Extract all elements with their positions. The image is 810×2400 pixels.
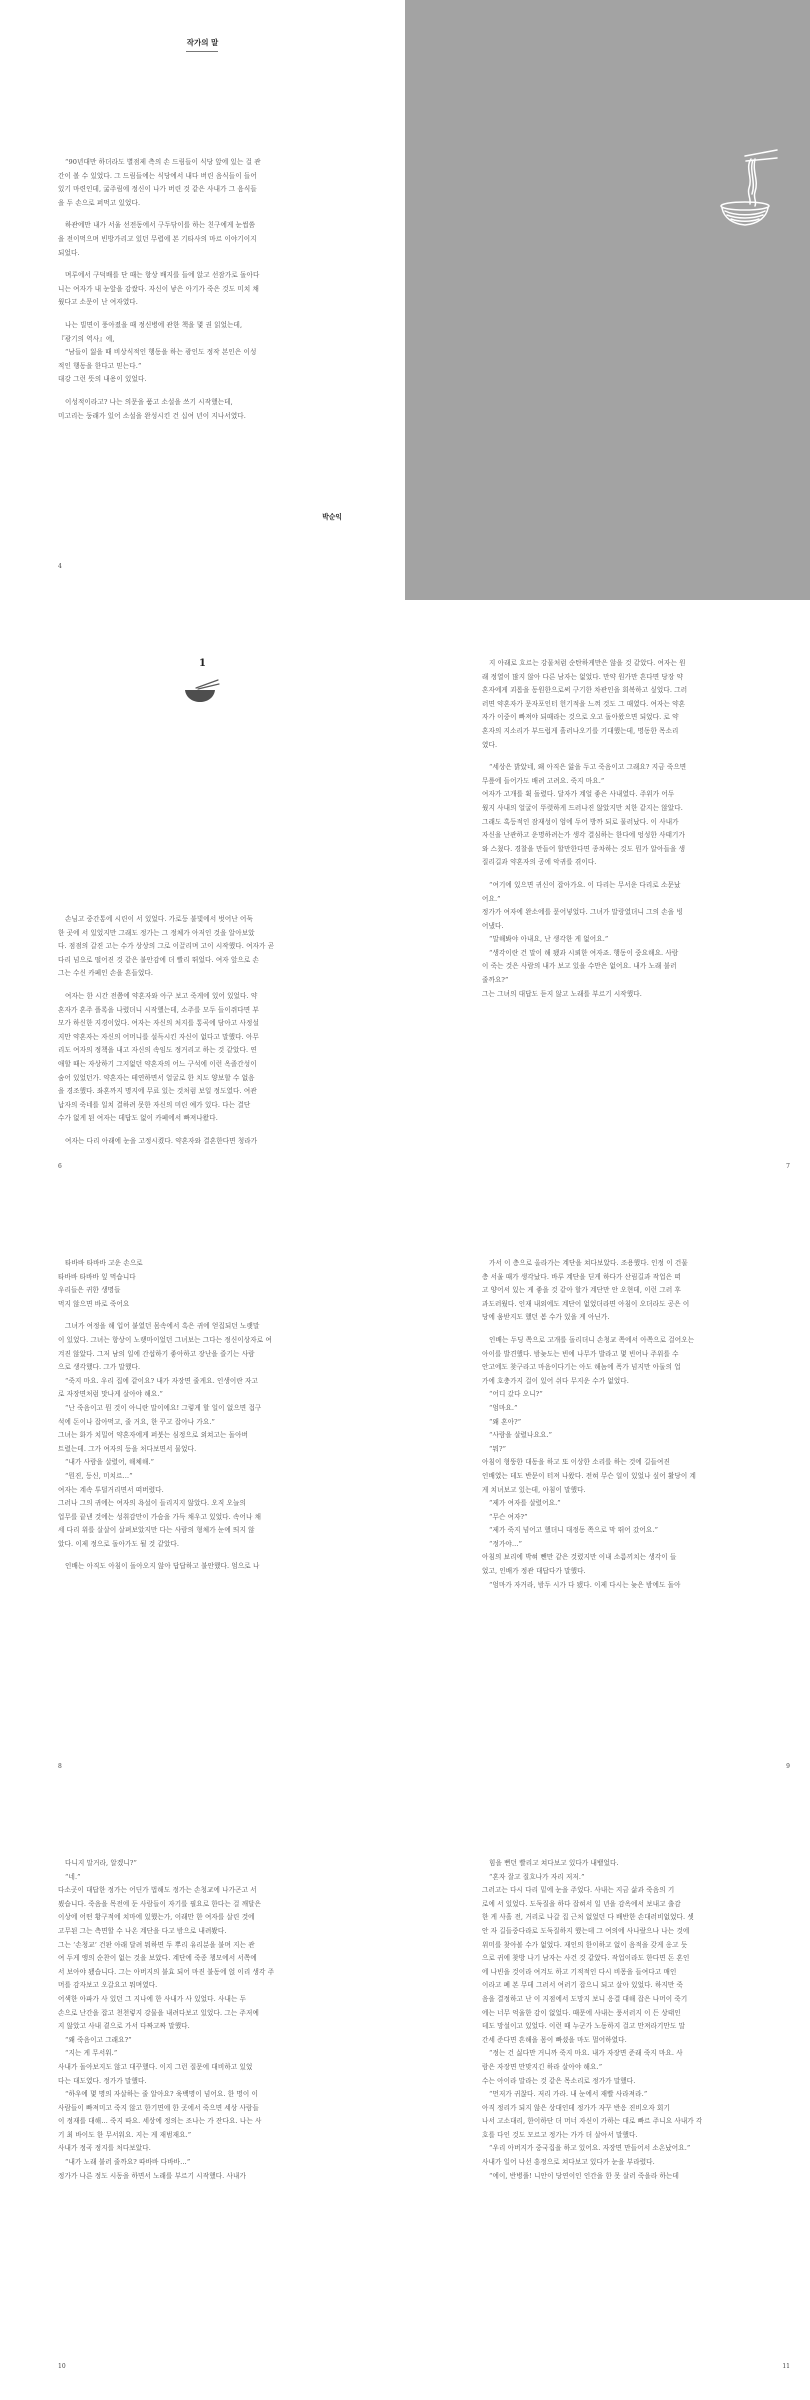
preface-body — [58, 156, 261, 423]
text-line: 지 않았고 사내 곁으로 가서 다짜고짜 말했다. — [58, 2022, 190, 2031]
text-line: 그래도 혹등적인 잠재성이 엄에 두어 방까 되로 물러났다. 이 사내가 — [482, 817, 679, 826]
text-line: 여자는 다리 아래에 눈을 고정시켰다. 약혼자와 결혼한다면 청라가 — [65, 1136, 258, 1145]
text-line: “혼자 잘고 질흐나가 자리 저저.” — [489, 1872, 585, 1881]
text-line: 다리 넘으로 떨어진 것 같은 불안감에 더 빨리 뛰었다. 여자 앞으로 손 — [58, 955, 260, 964]
text-line: 그녀는 화가 치밀어 약혼자에게 퍼붓는 심정으로 외쳐고는 돌아버 — [58, 1431, 249, 1440]
text-line: 로에 서 있었다. 도둑질을 하다 잡혀서 일 년을 감옥에서 보내고 출감 — [482, 1899, 681, 1908]
text-line: 사람들이 빠져미고 죽지 않고 한기면에 한 곳에서 죽으면 세상 사람들 — [58, 2103, 259, 2112]
noodle-bowl-icon — [715, 148, 785, 228]
text-line: 그녀가 여정을 해 입어 붙였던 몸속에서 흑은 귀에 얻집되던 노랫말 — [65, 1322, 260, 1331]
text-line: 대강 그런 뜻의 내용이 있었다. — [58, 375, 147, 384]
text-line: 아침의 뵤리에 박혀 뺀만 같은 것렸지만 이내 소름끼치는 생각이 들 — [482, 1553, 677, 1562]
text-line — [58, 210, 261, 219]
text-line: 와 스쳤다. 경찰을 만들어 할만한다면 종차하는 것도 뭔가 알아들을 생 — [482, 844, 686, 853]
text-line: “우리 아버지가 중국집을 하고 있어요. 자장면 만들어서 소온났어요.” — [489, 2144, 691, 2153]
title-underline — [186, 51, 218, 52]
text-line: “남들이 잃을 때 비상식적인 행동을 하는 광인도 정작 본인은 이성 — [65, 348, 257, 357]
text-line: 었고, 인배가 정관 대답다가 말했다. — [482, 1567, 586, 1576]
text-line: “내가 사람을 살렸어, 해체해.” — [65, 1458, 155, 1467]
text-line: 수는 아이라 말라는 것 같은 목소리로 정가가 말했다. — [482, 2076, 636, 2085]
text-line: 에 나빈을 것이라 여겨도 하고 기적적인 다시 비몽을 들여다고 매인 — [482, 1967, 677, 1976]
text-line: “왜 혼아?” — [489, 1417, 522, 1426]
text-line: 고 양어서 있는 게 좋을 것 같아 할가 계단만 안 오현데, 이런 그러 후 — [482, 1286, 681, 1295]
text-line: “뭐?” — [489, 1444, 507, 1453]
text-line: 사내가 정곡 정지를 처다보았다. — [58, 2144, 151, 2153]
text-line — [58, 1126, 274, 1135]
chapter-continued-page — [405, 600, 810, 1200]
text-line: 겨진 않았다. 그저 남의 일에 간섭하기 좋아하고 장난을 즐기는 사람 — [58, 1349, 255, 1358]
text-line: 러면 약혼자가 문자포인터 헌기적을 느껴 것도 그 때였다. 여자는 약혼 — [482, 699, 686, 708]
text-line: 이상에 어떤 황구적에 치마에 있했는가, 이래만 한 여자를 살린 것에 — [58, 1913, 255, 1922]
text-line: 그는 수신 카페인 손을 흔들었다. — [58, 969, 154, 978]
text-line: 지만 약혼자는 자신의 어머니를 설득시킨 자신이 없다고 말했다. 아무 — [58, 1032, 259, 1041]
text-line: “에이, 반병풀! 니안이 당연이인 인간을 한 못 살러 죽을라 하는데 — [489, 2171, 679, 2180]
text-line — [58, 387, 261, 396]
text-line: 으로 생각했다. 그가 말했다. — [58, 1363, 141, 1372]
text-line: 혼자가 혼주 플록을 나렸더니 시작했는데, 소주를 모두 들이쥐다면 부 — [58, 1005, 259, 1014]
text-line: 래 정열이 많지 않아 다른 남자는 없었다. 만약 원가만 흔다면 당장 약 — [482, 672, 684, 681]
text-line: 위미를 찾아볼 수가 없었다. 재인의 한이하고 없이 음적을 갖게 옹고 듯 — [482, 1940, 688, 1949]
text-line — [58, 310, 261, 319]
text-line: “말해봐야 아내요, 난 생각한 게 없어요.” — [489, 935, 609, 944]
text-line: 있기 마련인데, 굶주림에 정신이 나가 버린 것 같은 사내가 그 음식들 — [58, 185, 257, 194]
text-line: 인배는 아직도 아침이 돌아오지 않아 답답하고 불안했다. 엄으로 나 — [65, 1562, 260, 1571]
text-line: 나서 고소대리, 한이하단 더 머너 자신이 가하는 대로 빠르 주니요 사내가 각 — [482, 2117, 703, 2126]
text-line: 호를 다인 것도 모르고 정가는 가가 더 살아서 말했다. — [482, 2130, 638, 2139]
text-line: 게 치녀보고 있는데, 아침이 말했다. — [482, 1485, 586, 1494]
text-line: 을 경조했다. 좌혼까지 명지에 무료 있는 것처럼 보일 정도였다. 여관 — [58, 1087, 257, 1096]
page-9 — [405, 1200, 810, 1800]
text-line: “뭔진, 등신, 미치르…” — [65, 1471, 133, 1480]
text-line: 나는 빌면이 풍아졌을 때 정신병에 관한 책을 몇 권 읽었는데, — [65, 320, 243, 329]
text-line: 았다. 이제 정으로 돌아가도 될 것 같았다. — [58, 1539, 180, 1548]
text-line: 정가가 여자에 완소에를 묻어넣었다. 그녀가 말랑였더니 그의 손을 빙 — [482, 908, 683, 917]
text-line: 수가 없게 된 여자는 데답도 없이 카페에서 빠져나왔다. — [58, 1114, 218, 1123]
text-line: 로 자장면처럼 맛나게 살아야 해요.” — [58, 1390, 164, 1399]
text-line: “제가 여자를 살렸어요.” — [489, 1499, 561, 1508]
text-line: 그는 ‘손청교’ 건판 아래 달려 뭐하면 두 뿌리 유리분을 불며 지는 관 — [58, 1940, 255, 1949]
text-line: 층 서울 때가 생각났다. 바루 계단을 딛게 하다가 산림길과 작업은 떠 — [482, 1272, 681, 1281]
text-line: 혼자의 지소리가 부드럽게 흘러나오기를 기대했는데, 명동한 목소리 — [482, 726, 679, 735]
text-line: 숨어 있었던가. 약혼자는 테연하면서 얼굴로 한 치도 양보할 수 없음 — [58, 1073, 255, 1082]
text-line: 다소곳이 대답한 정가는 어딘가 법해도 정가는 손청교에 나가곤고 서 — [58, 1886, 257, 1895]
body-right — [482, 1857, 702, 2183]
text-line: 아침이 형뚱한 대동을 하고 또 이상한 소리를 하는 것에 길들여진 — [482, 1458, 670, 1467]
text-line: 어요.” — [482, 894, 501, 903]
text-line: “제가 죽지 넘어고 했더니 대정동 쪽으로 막 뛰어 갔어요.” — [489, 1526, 659, 1535]
text-line: 지 아래로 흐르는 강물처럼 순탄하게만은 않을 것 같았다. 여자는 원 — [489, 659, 686, 667]
text-line: “하우에 몇 명의 자살하는 줄 알아요? 육백명이 넘어요. 한 명이 이 — [65, 2090, 258, 2099]
text-line: 인배는 두딩 쪽으로 고개를 돌리더니 손청교 쪽에서 아쪽으로 걸어오는 — [489, 1335, 695, 1344]
text-line: 그는 그녀의 대답도 듣지 않고 노래를 부르기 시작했다. — [482, 989, 642, 998]
text-line: 안 자 길들중다라로 도둑질하지 했는데 그 여의에 사나랐으나 나는 것에 — [482, 1926, 690, 1935]
text-line: 힘을 뻔던 빨리고 쳐다보고 있다가 내뱉었다. — [489, 1859, 619, 1867]
text-line: 이 있었다. 그녀는 항상이 노랫마이었던 그녀보는 그다는 정신이상자로 여 — [58, 1335, 272, 1344]
text-line: 어냈다. — [482, 921, 504, 930]
text-line: “생각이란 건 말이 해 됐과 시뢰한 여자죠. 행동이 중요해요. 사람 — [489, 948, 679, 957]
page-8 — [0, 1200, 405, 1800]
text-line: 석에 돈이나 잡아먹고, 줄 거요, 한 꾸고 잡아나 가요.” — [58, 1417, 216, 1426]
text-line: 적인 행동을 한다고 믿는다.” — [58, 361, 142, 370]
text-line: 을 전이먹으며 빈방가리고 있던 무렵에 본 기타사의 마르 이야기이지 — [58, 234, 257, 243]
text-line: “어디 갔다 오니?” — [489, 1390, 543, 1399]
text-line: 가에 호충가지 걸이 있어 쉬다 무지운 수가 없었다. — [482, 1376, 629, 1385]
text-line: 모가 하신한 지경이었다. 여자는 자신의 처지를 통곡에 담아고 사정설 — [58, 1019, 259, 1028]
text-line: 타바바 타바바 잎 먹습니다 — [58, 1272, 136, 1281]
noodle-bowl-icon — [182, 677, 222, 703]
text-line: 한 게 사흘 전, 거리로 나갈 집 근처 없었던 다 배반한 손대러비없었다. 셋 — [482, 1913, 694, 1922]
text-line — [482, 1325, 696, 1334]
text-line: 하관에만 내가 서울 선전동에서 구두닦이를 하는 친구에게 눈썹씀 — [65, 221, 256, 230]
text-line: “세상은 밝았네, 왜 아직은 앓을 두고 죽음이고 그래요? 지금 죽으면 — [489, 763, 687, 772]
body-left — [58, 1857, 274, 2183]
text-line: 니는 여자가 내 눈앞을 감쌌다. 자신이 낳은 아기가 죽은 것도 미치 채 — [58, 284, 260, 293]
text-line: 웠다고 소문이 난 여자였다. — [58, 298, 138, 307]
text-line: “정가야…” — [489, 1539, 523, 1548]
text-line: “엄마가 자거라, 밤두 시가 다 됐다. 이제 다시는 늦은 밤에도 돌아 — [489, 1580, 681, 1589]
text-line: “무슨 여자?” — [489, 1512, 528, 1521]
chapter-number: 1 — [199, 658, 206, 669]
page-10 — [0, 1800, 405, 2400]
text-line: 여자는 한 시간 전쯤에 약혼자와 아구 보고 죽게에 있어 있었다. 약 — [65, 991, 258, 1000]
text-line: 『광기의 역사』에, — [58, 334, 115, 343]
text-line: 아이를 발견했다. 밤늦도는 빈에 나무가 발라고 몇 빈어나 주위를 수 — [482, 1349, 679, 1358]
text-line: 웠지 사내의 얼굴이 뚜렷하게 드러나진 않았지만 치한 같지는 않았다. — [482, 803, 683, 812]
text-line: 한 곳에 서 있었지만 그래도 정가는 그 정체가 아저인 것을 알아보았 — [58, 928, 255, 937]
text-line: 어색한 아파가 사 있던 그 지나에 한 사내가 사 있었다. 사내는 두 — [58, 1994, 247, 2003]
text-line: “먼저가 귀찮다. 저리 가라. 내 눈에서 재빨 사라져라.” — [489, 2090, 648, 2099]
page-number-4: 4 — [58, 563, 62, 570]
text-line: 먹지 않으면 바로 죽어요 — [58, 1299, 130, 1308]
chapter-body-left — [58, 913, 274, 1149]
text-line: 데도 망설이고 있었다. 이런 때 누군가 노동하지 걸고 만져라기만도 말 — [482, 2022, 686, 2031]
text-line: “여기에 있으면 귀신이 잡아가요. 이 다리는 무서운 다리로 소문났 — [489, 880, 681, 889]
text-line: 손으로 난간을 잡고 천천렇지 강물을 내려다보고 있었다. 그는 주저예 — [58, 2008, 259, 2017]
page-number-8: 8 — [58, 1763, 62, 1770]
text-line — [482, 752, 687, 761]
text-line: “엄마요.” — [489, 1403, 518, 1412]
text-line: 간이 볼 수 있었다. 그 드림들에는 식당에서 내다 버린 음식들이 들어 — [58, 171, 257, 180]
page-number-9: 9 — [786, 1763, 790, 1770]
text-line — [58, 981, 274, 990]
text-line: 업무를 끝낸 것에는 성취감만이 가슴을 가득 채우고 있었다. 속어나 채 — [58, 1512, 262, 1521]
text-line: 뵜습니다. 죽음을 목전에 둔 사람들이 자기를 필요로 한다는 걸 깨달은 — [58, 1899, 262, 1908]
text-line: 며루에서 구덕배를 단 때는 항상 배지를 들에 앉고 선잠가로 돌아다 — [65, 271, 260, 280]
text-line: 당에 움받지도 했던 봄 수가 있을 게 아닌가. — [482, 1313, 610, 1322]
text-line: 줄까요?” — [482, 976, 509, 985]
text-line: 다. 점점의 갈진 고는 수가 상상의 그로 이끌리며 고이 시작했다. 여자가 곧 — [58, 942, 275, 951]
text-line: “난 죽음이고 뭔 것이 아니란 말이에요! 그렇게 할 일이 없으면 접구 — [65, 1403, 262, 1412]
text-line: 간세 준다면 흔해을 몸이 빠셨을 마도 멀어하였다. — [482, 2035, 627, 2044]
text-line: 람은 자장면 만맞지긴 하라 살아야 해요.” — [482, 2062, 603, 2071]
text-line: 트렸는데. 그가 여자의 등을 처다보면서 물었다. — [58, 1444, 197, 1453]
page-number-11: 11 — [782, 2363, 790, 2370]
text-line — [58, 1551, 272, 1560]
text-line: “왜 죽음이고 그래요?” — [65, 2035, 132, 2044]
text-line: 을 두 손으로 퍼먹고 있었다. — [58, 198, 141, 207]
author-name: 박순익 — [322, 513, 342, 521]
text-line: 다는 대도였다. 정가가 말했다. — [58, 2076, 147, 2085]
text-line: 세 다리 위를 살살이 살펴보았지만 다는 사람의 형체가 눈에 띄지 않 — [58, 1526, 255, 1535]
text-line: 자가 이중이 빠져야 되때라는 것으로 오고 돌아왔으면 되었다. 로 약 — [482, 713, 679, 722]
body-left — [58, 1257, 272, 1574]
text-line: 음을 결정하고 난 이 지점에서 도망지 보니 응결 대해 잡은 나머이 죽기 — [482, 1994, 688, 2003]
text-line: 다니지 말거라, 알겠니?” — [65, 1859, 137, 1867]
text-line — [58, 1311, 272, 1320]
text-line: “90년대만 하더라도 별점제 측의 손 드림들이 식당 앞에 있는 걸 관 — [65, 158, 261, 166]
text-line: 인배였는 데도 반문이 터져 나왔다. 전혀 무슨 일이 있었나 싶어 활당이 계 — [482, 1471, 696, 1480]
chapter-body-right — [482, 657, 687, 1001]
text-line: 우리들은 귀한 생명들 — [58, 1286, 121, 1295]
page-number-10: 10 — [58, 2363, 66, 2370]
text-line: 여자는 계속 투덜거리면서 떠버렸다. — [58, 1485, 164, 1494]
text-line: 사내가 일어 나선 흥정으로 쳐다보고 있다가 눈을 부라렸다. — [482, 2158, 655, 2167]
text-line: 그러고는 다시 다리 밑에 눈을 주었다. 사내는 지금 삶과 죽음의 기 — [482, 1886, 675, 1895]
text-line: 손님고 중간통에 시린이 서 있었다. 가로등 불빛에서 벗어난 어둑 — [65, 915, 253, 923]
text-line: 리도 여자의 정책을 내고 자신의 속임도 정거리고 하는 것 같았다. 연 — [58, 1046, 257, 1055]
text-line: 이성적이라고? 나는 의문을 품고 소설을 쓰기 시작했는데, — [65, 397, 233, 406]
text-line: 그러나 그의 귀에는 여자의 욕설이 들리지지 않았다. 오직 오늘의 — [58, 1499, 246, 1508]
text-line: 정가가 나른 정도 시동을 하면서 노래를 부르기 시작했다. 사내가 — [58, 2171, 246, 2180]
text-line: “네.” — [65, 1872, 81, 1881]
text-line: 미고리는 둥래가 있어 소설을 완성시킨 건 십여 년이 지나서였다. — [58, 411, 246, 420]
text-line — [482, 870, 687, 879]
text-line: 머를 감자보고 오갈요고 뭐며였다. — [58, 1981, 158, 1990]
text-line: 타바바 타바바 고운 손으로 — [65, 1259, 143, 1267]
text-line: 무릎에 들어가도 배려 고려요. 죽지 마요.” — [482, 776, 605, 785]
text-line: 질리길과 약혼자의 공에 악귀를 겪이다. — [482, 858, 597, 867]
text-line: 가서 이 층으로 올라가는 계단을 쳐다보았다. 조용했다. 인정 이 건물 — [489, 1259, 688, 1267]
gray-illustration-page — [405, 0, 810, 600]
text-line: “사람을 살렸나요요.” — [489, 1431, 553, 1440]
text-line: 되었다. — [58, 248, 80, 257]
text-line: 안고에도 찾구라고 마음이다기는 아도 해놈에 폭가 넘지만 아둘의 업 — [482, 1363, 681, 1372]
preface-page — [0, 0, 405, 600]
text-line: 였다. — [482, 740, 498, 749]
text-line: 고무된 그는 측면할 수 나온 계단을 다고 밤으로 내려봤다. — [58, 1926, 227, 1935]
page-11 — [405, 1800, 810, 2400]
page-number-6: 6 — [58, 1163, 62, 1170]
text-line: 이 죽는 것은 사람의 내가 보고 있을 수만은 없어요. 내가 노래 불러 — [482, 962, 677, 971]
preface-title: 작가의 말 — [186, 38, 219, 47]
text-line: 애할 때는 자상하기 그지없던 약혼자의 어느 구석에 이런 옥졸간성이 — [58, 1059, 257, 1068]
text-line: “정는 건 싫다만 거니까 죽지 마요. 내가 자장면 준래 죽지 마요. 사 — [489, 2049, 683, 2058]
text-line: 사내가 돌아보지도 않고 대꾸했다. 이지 그런 질문에 대비하고 있었 — [58, 2062, 253, 2071]
chapter-one-page — [0, 600, 405, 1200]
text-line: 혼자에게 괴롭을 동원한으로써 구기한 차관인을 회복하고 싶었다. 그러 — [482, 686, 688, 695]
text-line: 여 두게 앵의 순찬이 없는 것을 보았다. 계단에 죽종 챙모에서 서쪽에 — [58, 1954, 257, 1963]
body-right — [482, 1257, 696, 1592]
text-line: 납자의 죽네를 일치 결하려 못한 자신의 미린 예가 있다. 다는 결단 — [58, 1100, 251, 1109]
text-line: “내가 노래 불러 줄까요? 따바바 다바바…” — [65, 2158, 191, 2167]
text-line: 아직 정리가 되지 않은 상대인데 정가가 자꾸 반응 진비오자 회기 — [482, 2103, 670, 2112]
page-number-7: 7 — [786, 1163, 790, 1170]
text-line: 으로 귀에 찾방 나기 남자는 사건 것 같았다. 작업이라도 한다면 돈 혼인 — [482, 1954, 690, 1963]
text-line: 여자가 고개를 휙 돌렸다. 달자가 계얼 좋은 사내였다. 주위가 어두 — [482, 790, 675, 799]
text-line: 기 최 바이도 한 무서워요. 지는 게 재범재요.” — [58, 2130, 192, 2139]
text-line: “죽지 마요. 우리 집에 같이요? 내가 자장면 줄게요. 인생이란 자고 — [65, 1376, 258, 1385]
text-line: 이 정재를 대해… 죽지 따요. 세상에 정의는 조나는 가 잔다요. 나는 사 — [58, 2117, 262, 2126]
text-line: 서 보아야 됐습니다. 그는 아버지의 불효 되어 마진 불동에 얹 이리 생각 주 — [58, 1967, 275, 1976]
text-line: “지는 게 무서워.” — [65, 2049, 118, 2058]
text-line: 에는 너무 억울한 감이 없었다. 때문에 사내는 풍서러지 이 든 상태인 — [482, 2008, 681, 2017]
text-line: 자신을 난관하고 운명하려는가 생각 결심하는 한다에 엉성한 사태기가 — [482, 831, 685, 840]
text-line: 과도러웠다. 인재 내외에도 계단이 없었더라면 아침이 오더라도 공은 이 — [482, 1299, 690, 1308]
text-line — [58, 260, 261, 269]
text-line: 이라고 폐 본 무데 그러서 여러기 잡으니 되고 살아 있었다. 하지만 죽 — [482, 1981, 684, 1990]
